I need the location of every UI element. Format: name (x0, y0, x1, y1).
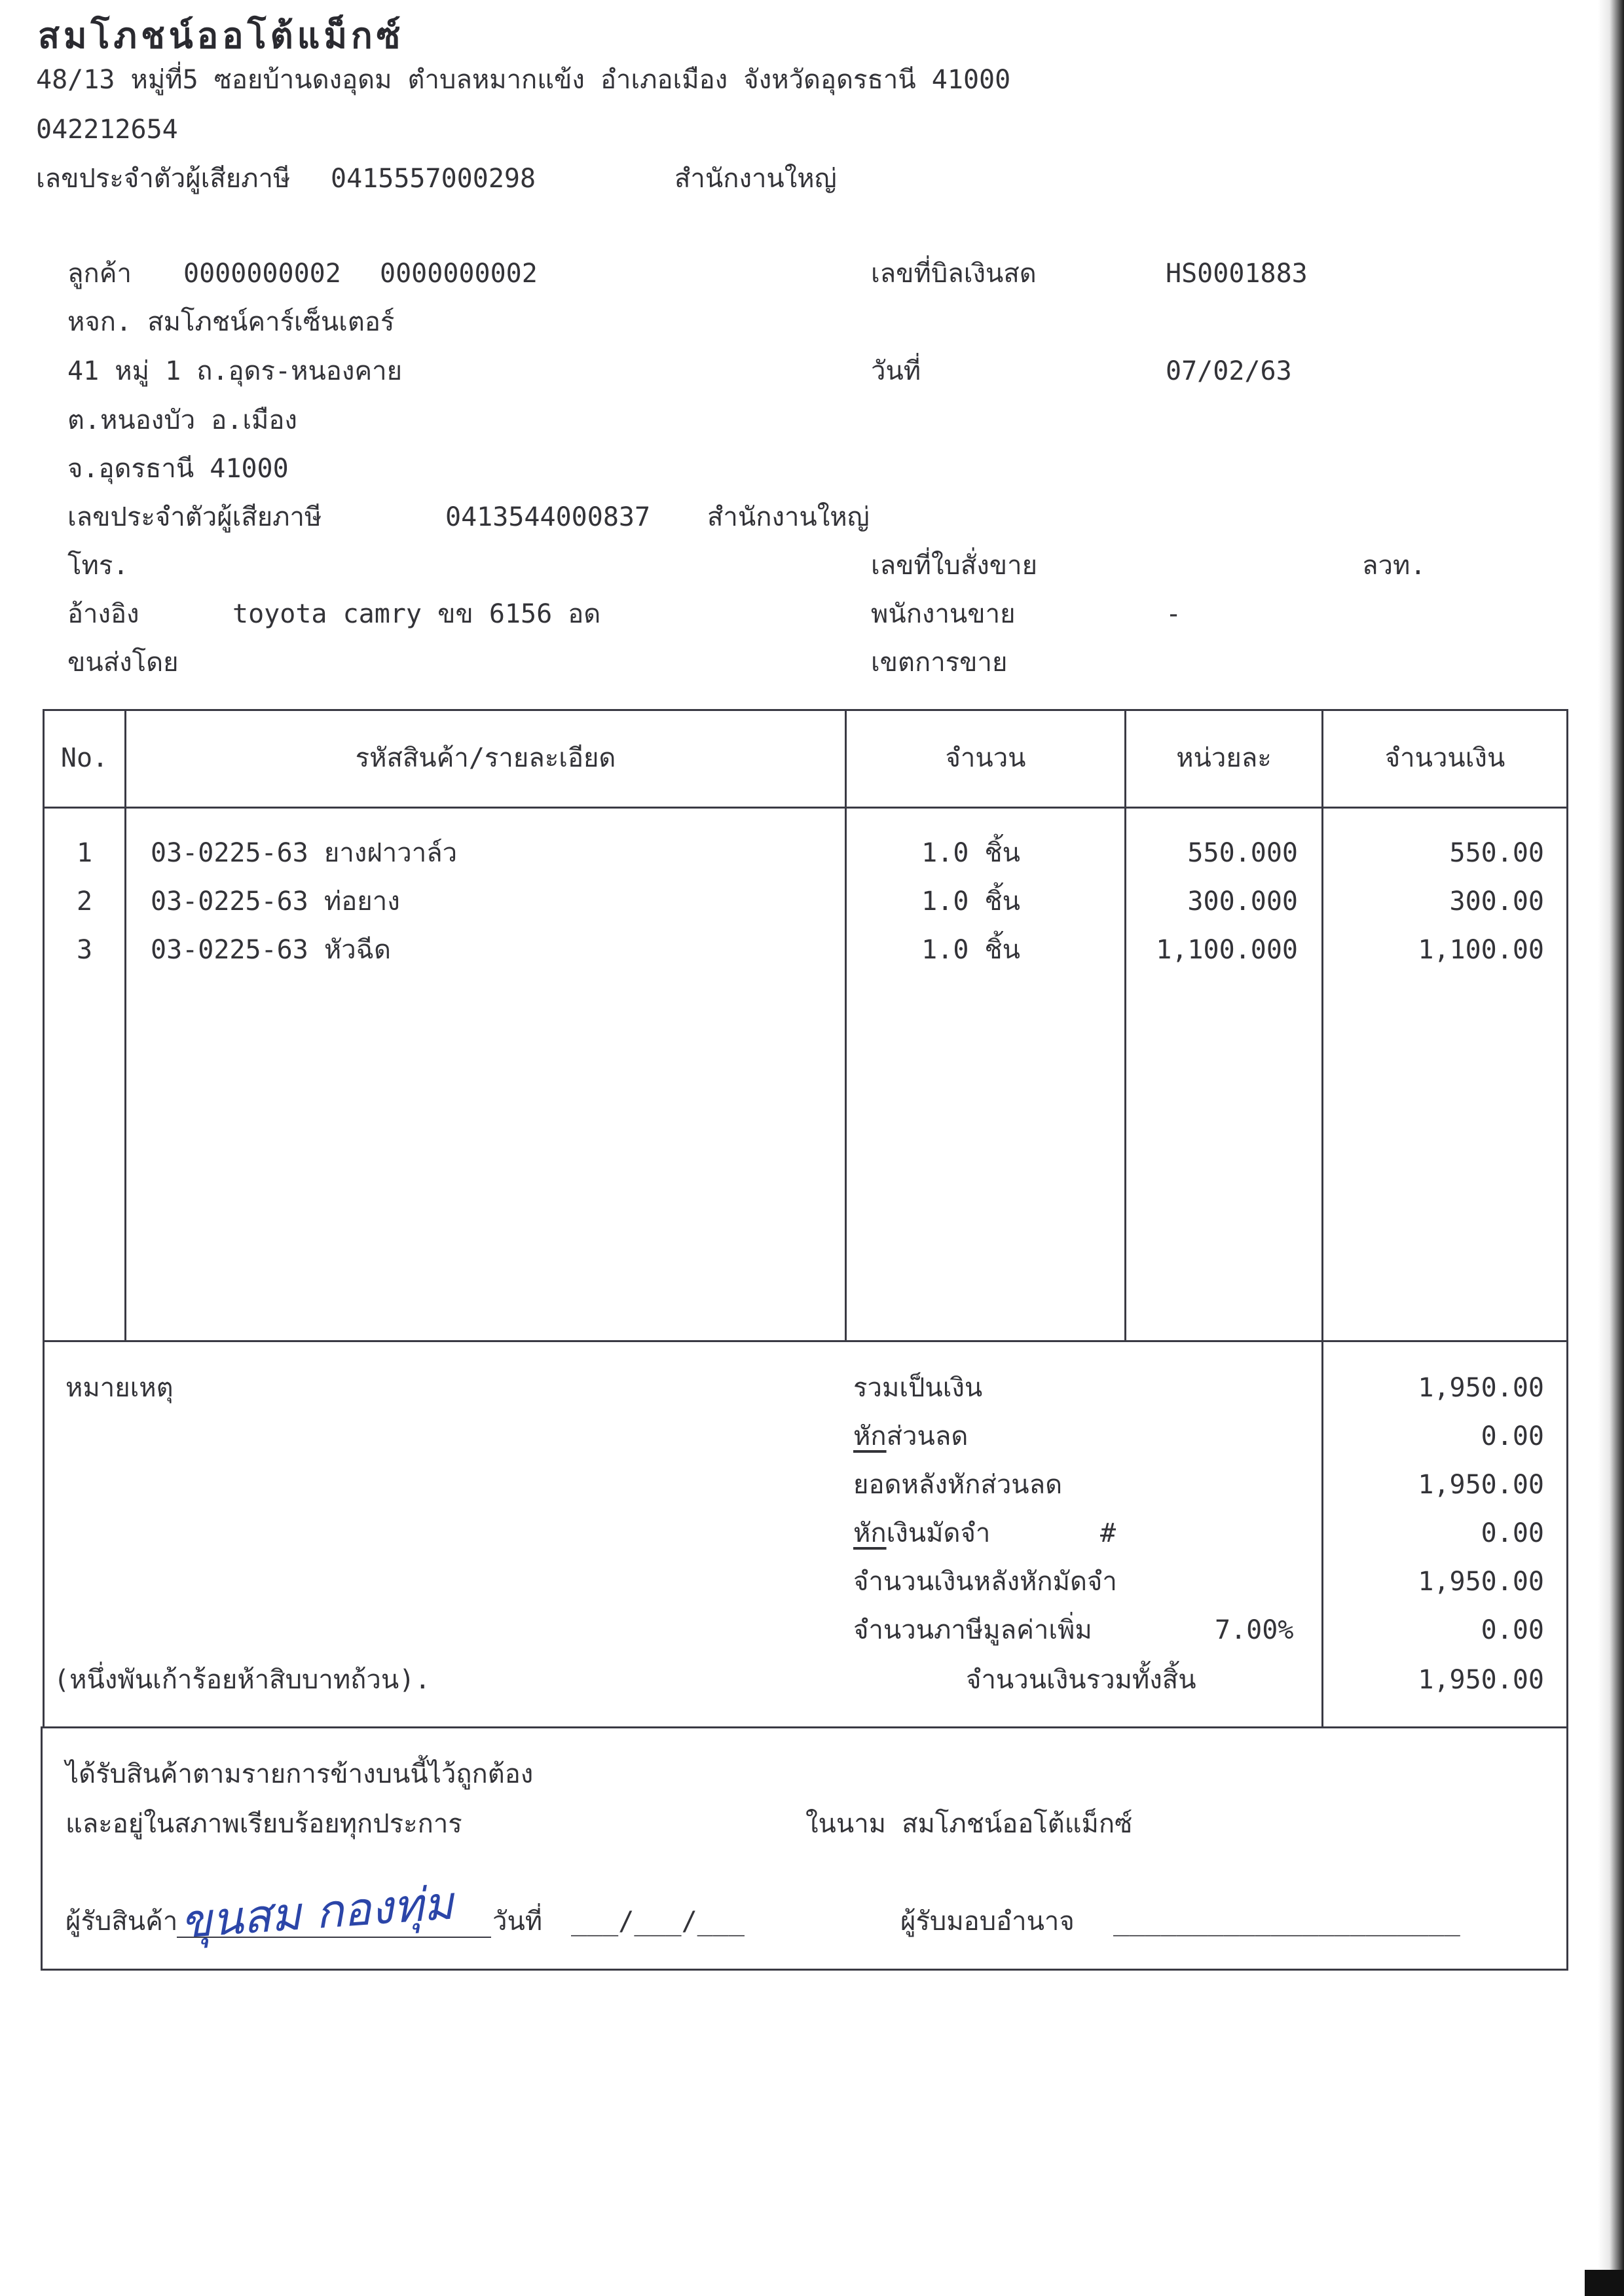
header-description: รหัสสินค้า/รายละเอียด (355, 743, 616, 773)
company-address: 48/13 หมู่ที่5 ซอยบ้านดงอุดม ตำบลหมากแข้ง อำเภอเมือง จังหวัดอุดรธานี 41000 (36, 65, 1011, 95)
deposit-label: หักเงินมัดจำ (853, 1518, 991, 1548)
discount-label: หักส่วนลด (853, 1421, 969, 1451)
company-tax-id: 0415557000298 (331, 164, 536, 194)
bill-no-label: เลขที่บิลเงินสด (871, 259, 1037, 289)
after-discount-value: 1,950.00 (1418, 1470, 1544, 1500)
customer-tax-id: 0413544000837 (445, 502, 651, 532)
deposit-mark: # (1100, 1518, 1116, 1548)
salesperson-value: - (1166, 599, 1182, 629)
sales-area-label: เขตการขาย (871, 647, 1008, 678)
row-description: 03-0225-63 หัวฉีด (151, 935, 391, 965)
header-no: No. (60, 743, 109, 773)
customer-address-2: ต.หนองบัว อ.เมือง (67, 405, 297, 435)
customer-code-1: 0000000002 (183, 259, 341, 289)
on-behalf-of: ในนาม สมโภชน์ออโต้แม็กซ์ (805, 1809, 1133, 1839)
sales-order-extra: ลวท. (1362, 551, 1426, 581)
receiver-signature: ขุนสม กองทุ่ม (178, 1876, 456, 1949)
subtotal-label: รวมเป็นเงิน (853, 1373, 983, 1403)
reference-value: toyota camry ขข 6156 อด (232, 599, 601, 629)
row-unit-price: 550.000 (1187, 838, 1298, 868)
row-no: 3 (76, 935, 93, 965)
salesperson-label: พนักงานขาย (871, 599, 1016, 629)
discount-value: 0.00 (1481, 1421, 1544, 1451)
company-phone: 042212654 (36, 115, 178, 145)
company-tax-label: เลขประจำตัวผู้เสียภาษี (36, 164, 291, 194)
receiver-label: ผู้รับสินค้า (65, 1906, 178, 1937)
row-no: 1 (76, 838, 93, 868)
header-unit-price: หน่วยละ (1176, 743, 1272, 773)
customer-code-2: 0000000002 (380, 259, 538, 289)
bill-date-label: วันที่ (871, 356, 921, 386)
vat-value: 0.00 (1481, 1615, 1544, 1645)
authorized-blank: ______________________ (1113, 1906, 1460, 1937)
customer-name: หจก. สมโภชน์คาร์เซ็นเตอร์ (67, 307, 395, 337)
receive-date-blank: ___/___/___ (571, 1906, 745, 1937)
row-unit-price: 1,100.000 (1156, 935, 1298, 965)
amount-in-words: (หนึ่งพันเก้าร้อยห้าสิบบาทถ้วน). (54, 1665, 431, 1695)
reference-label: อ้างอิง (67, 599, 139, 629)
row-description: 03-0225-63 ยางฝาวาล์ว (151, 838, 458, 868)
authorized-label: ผู้รับมอบอำนาจ (900, 1906, 1075, 1937)
row-amount: 1,100.00 (1418, 935, 1544, 965)
company-name: สมโภชน์ออโต้แม็กซ์ (38, 15, 405, 56)
after-discount-label: ยอดหลังหักส่วนลด (853, 1470, 1063, 1500)
row-unit-price: 300.000 (1187, 886, 1298, 917)
row-description: 03-0225-63 ท่อยาง (151, 886, 400, 917)
grand-total-label: จำนวนเงินรวมทั้งสิ้น (966, 1665, 1196, 1695)
header-amount: จำนวนเงิน (1384, 743, 1505, 773)
bill-date-value: 07/02/63 (1166, 356, 1292, 386)
row-no: 2 (76, 886, 93, 917)
remark-label: หมายเหตุ (65, 1373, 174, 1403)
row-amount: 550.00 (1449, 838, 1544, 868)
receive-date-label: วันที่ (492, 1906, 543, 1937)
row-quantity: 1.0 ชิ้น (921, 838, 1020, 868)
customer-phone-label: โทร. (67, 551, 129, 581)
row-quantity: 1.0 ชิ้น (921, 935, 1020, 965)
after-deposit-label: จำนวนเงินหลังหักมัดจำ (853, 1567, 1117, 1597)
received-statement-2: และอยู่ในสภาพเรียบร้อยทุกประการ (65, 1809, 462, 1839)
sales-order-label: เลขที่ใบสั่งขาย (871, 551, 1038, 581)
shipping-label: ขนส่งโดย (67, 647, 179, 678)
deposit-value: 0.00 (1481, 1518, 1544, 1548)
scan-edge (1598, 0, 1624, 2296)
header-quantity: จำนวน (945, 743, 1026, 773)
vat-rate: 7.00% (1215, 1615, 1294, 1645)
customer-tax-label: เลขประจำตัวผู้เสียภาษี (67, 502, 322, 532)
row-quantity: 1.0 ชิ้น (921, 886, 1020, 917)
company-branch: สำนักงานใหญ่ (674, 164, 837, 194)
customer-address-3: จ.อุดรธานี 41000 (67, 454, 289, 484)
grand-total-value: 1,950.00 (1418, 1665, 1544, 1695)
after-deposit-value: 1,950.00 (1418, 1567, 1544, 1597)
scan-corner (1585, 2270, 1624, 2296)
subtotal-value: 1,950.00 (1418, 1373, 1544, 1403)
customer-branch: สำนักงานใหญ่ (707, 502, 870, 532)
bill-no-value: HS0001883 (1166, 259, 1308, 289)
customer-address-1: 41 หมู่ 1 ถ.อุดร-หนองคาย (67, 356, 403, 386)
customer-label: ลูกค้า (67, 259, 132, 289)
row-amount: 300.00 (1449, 886, 1544, 917)
vat-label: จำนวนภาษีมูลค่าเพิ่ม (853, 1615, 1092, 1645)
received-statement-1: ได้รับสินค้าตามรายการข้างบนนี้ไว้ถูกต้อง (65, 1759, 534, 1789)
